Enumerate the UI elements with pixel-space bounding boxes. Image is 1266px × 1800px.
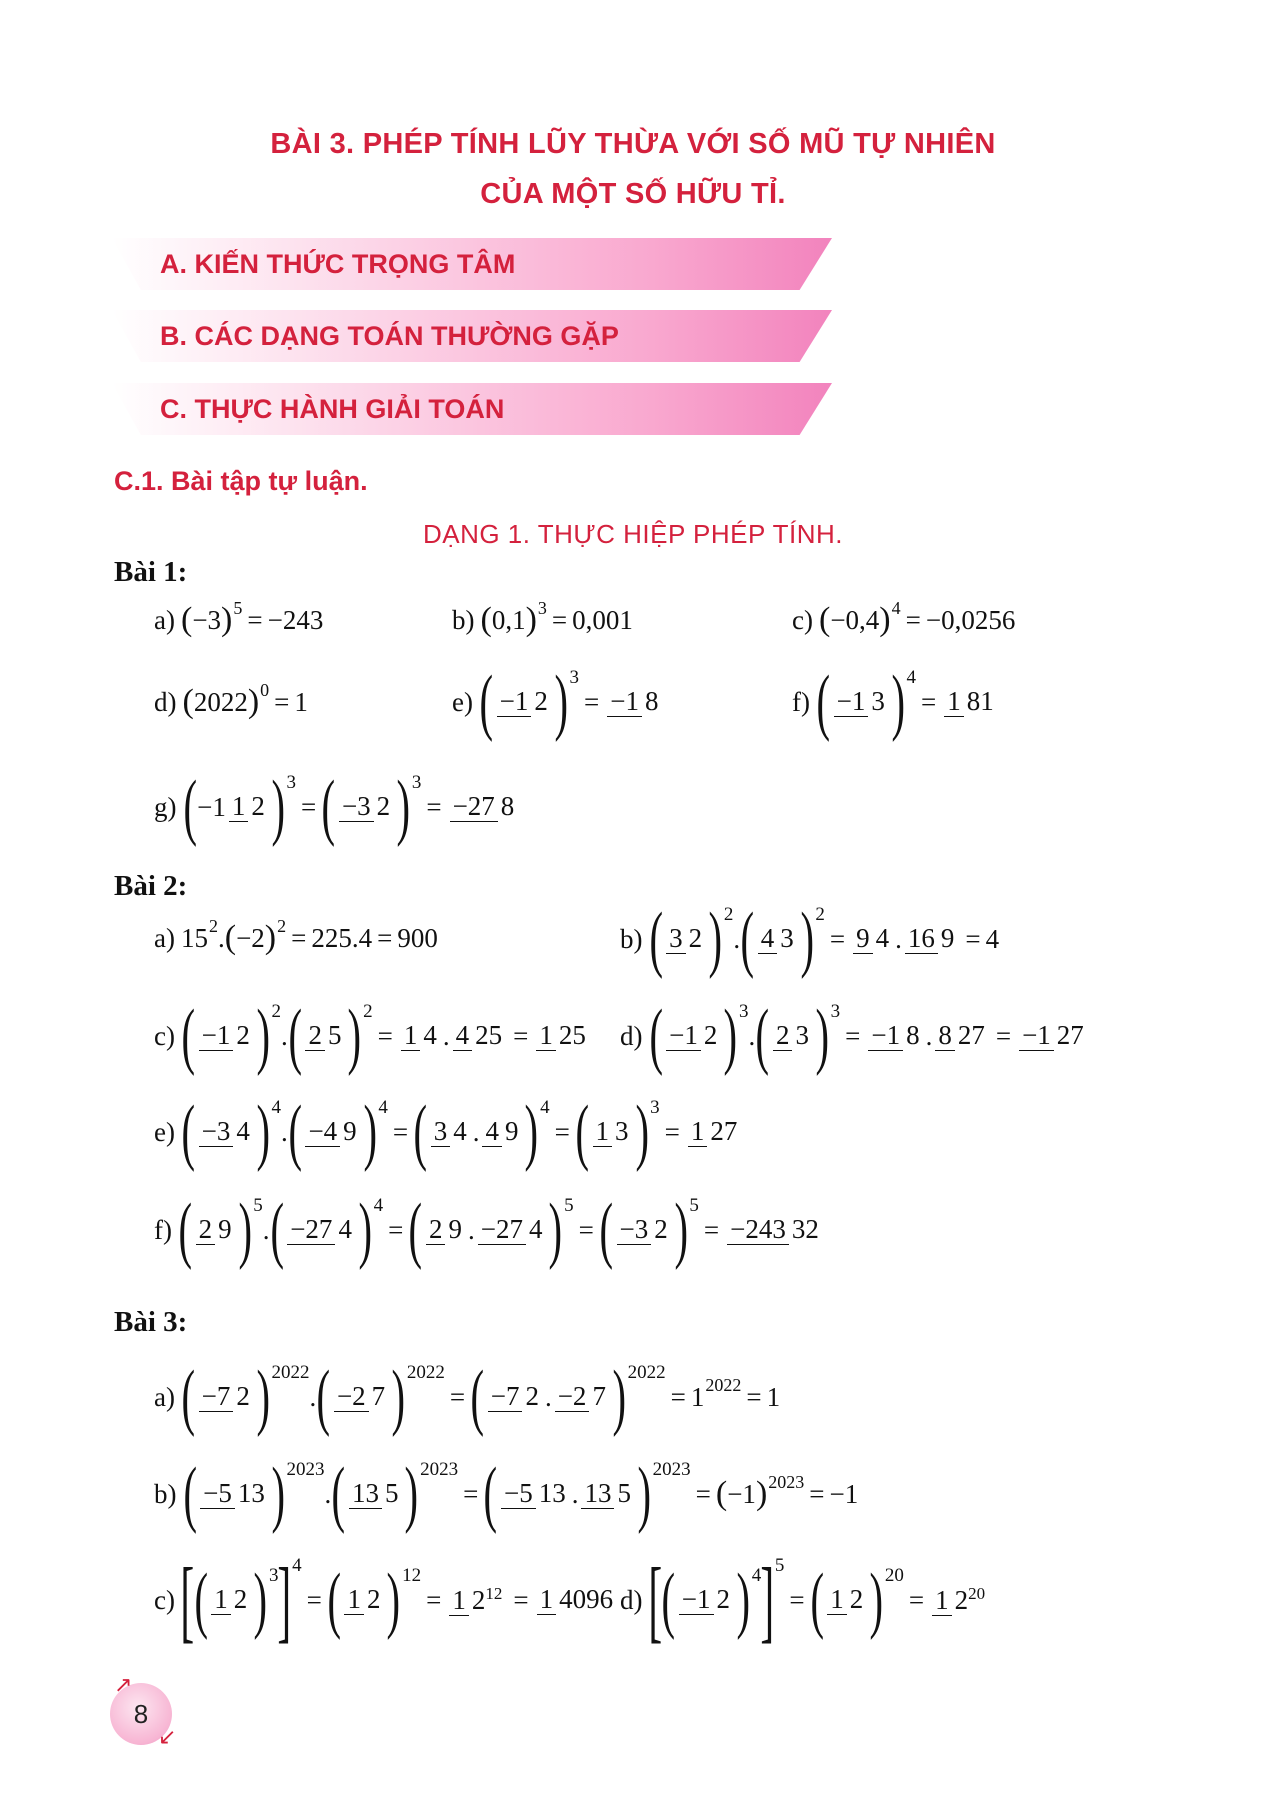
page-title: BÀI 3. PHÉP TÍNH LŨY THỪA VỚI SỐ MŨ TỰ NHIÊN [270,128,996,160]
bai2-heading: Bài 2: [114,870,188,902]
bai1-f: f) ( −1 3 ) 4 = 1 81 [792,661,994,743]
bai3-c: c) [ ( 1 2 ) 3 ] 4 = ( 1 2 ) 12 = 1 $2^{12}$ = 1 4096 [154,1549,614,1651]
bai3-b: b) ( −5 13 ) 2023 . ( 13 5 ) 2023 = ( −5 13 . 13 5 ) 2023 = ( −1 ) 2023 = −1 [154,1453,859,1535]
bai1-d: d) ( 2022 ) 0 = 1 [154,679,308,720]
subheading: C.1. Bài tập tự luận. [114,466,368,496]
section-b-label: B. CÁC DẠNG TOÁN THƯỜNG GẶP [160,321,619,351]
bai1-g: g) ( −1 1 2 ) 3 = ( −3 2 ) 3 = −27 8 [154,766,515,848]
section-a-label: A. KIẾN THỨC TRỌNG TÂM [160,249,516,279]
bai2-f: f) ( 2 9 ) 5 . ( −27 4 ) 4 = ( 2 9 . −27 4 ) 5 = ( −3 2 ) 5 = −243 32 [154,1189,819,1271]
bai2-a: a) 15 2 . ( −2 ) 2 = 225.4 = 900 [154,915,438,956]
dang-title: DẠNG 1. THỰC HIỆP PHÉP TÍNH. [422,519,844,549]
bai2-e: e) ( −3 4 ) 4 . ( −4 9 ) 4 = ( 3 4 . 4 9 ) 4 = ( 1 3 ) 3 = 1 27 [154,1091,738,1173]
bai1-c: c) ( −0,4 ) 4 = −0,0256 [792,597,1016,638]
bai3-d: d) [ ( −1 2 ) 4 ] 5 = ( 1 2 ) 20 = 1 $2^{20}$ [620,1549,986,1651]
bai3-a: a) ( −7 2 ) 2022 . ( −2 7 ) 2022 = ( −7 2 . −2 7 ) 2022 = 1 2022 = 1 [154,1356,781,1438]
arrow-icon: ↙ [158,1724,177,1749]
page-title-line2: CỦA MỘT SỐ HỮU TỈ. [480,178,786,210]
bai2-b: b) ( 3 2 ) 2 . ( 4 3 ) 2 = 9 4 . 16 9 = 4 [620,898,1000,980]
arrow-icon: ↗ [114,1672,133,1697]
bai2-c: c) ( −1 2 ) 2 . ( 2 5 ) 2 = 1 4 . 4 25 = 1 25 [154,995,586,1077]
bai1-heading: Bài 1: [114,556,188,588]
bai1-a: a) ( −3 ) 5 = −243 [154,597,324,638]
bai3-heading: Bài 3: [114,1306,188,1338]
bai1-e: e) ( −1 2 ) 3 = −1 8 [452,661,659,743]
page-number: 8 [133,1698,149,1729]
bai1-b: b) ( 0,1 ) 3 = 0,001 [452,597,633,638]
bai2-d: d) ( −1 2 ) 3 . ( 2 3 ) 3 = −1 8 . 8 27 = −1 27 [620,995,1084,1077]
section-c-label: C. THỰC HÀNH GIẢI TOÁN [160,394,505,424]
